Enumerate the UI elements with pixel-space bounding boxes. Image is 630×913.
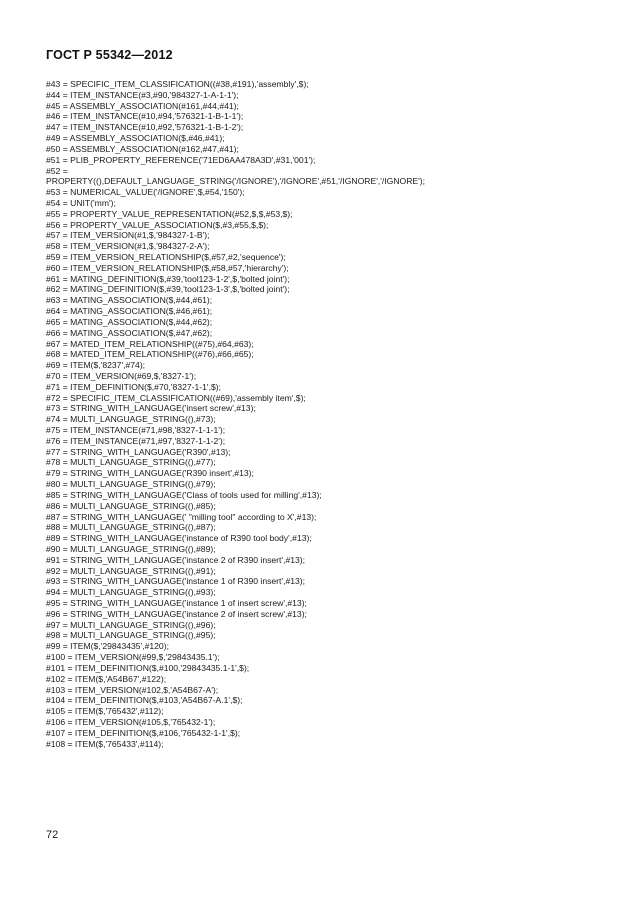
page-number: 72 [46,829,59,841]
code-line: #87 = STRING_WITH_LANGUAGE(' "milling tool" according to X',#13); [46,511,317,522]
code-line: #103 = ITEM_VERSION(#102,$,'A54B67-A'); [46,684,219,695]
code-line: #101 = ITEM_DEFINITION($,#100,'29843435.1-1',$); [46,662,250,673]
code-line: #76 = ITEM_INSTANCE(#71,#97,'8327-1-1-2'); [46,435,226,446]
code-line: #55 = PROPERTY_VALUE_REPRESENTATION(#52,$,$,#53,$); [46,208,293,219]
code-line: #69 = ITEM($,'8237',#74); [46,360,146,371]
code-line: #54 = UNIT('mm'); [46,197,116,208]
code-line: PROPERTY((),DEFAULT_LANGUAGE_STRING('/IGNORE'),'/IGNORE',#51,'/IGNORE','/IGNORE'); [46,176,426,187]
code-line: #64 = MATING_ASSOCIATION($,#46,#61); [46,306,213,317]
code-line: #74 = MULTI_LANGUAGE_STRING((),#73); [46,414,216,425]
code-line: #85 = STRING_WITH_LANGUAGE('Class of tools used for milling',#13); [46,489,322,500]
code-line: #51 = PLIB_PROPERTY_REFERENCE('71ED6AA478A3D',#31,'001'); [46,154,316,165]
code-line: #105 = ITEM($,'765432',#112); [46,706,164,717]
code-line: #43 = SPECIFIC_ITEM_CLASSIFICATION((#38,#191),'assembly',$); [46,79,309,89]
code-line: #58 = ITEM_VERSION(#1,$,'984327-2-A'); [46,241,210,252]
code-line: #89 = STRING_WITH_LANGUAGE('instance of R390 tool body',#13); [46,533,312,544]
code-line: #63 = MATING_ASSOCIATION($,#44,#61); [46,295,213,306]
code-line: #44 = ITEM_INSTANCE(#3,#90,'984327-1-A-1-1'); [46,89,239,100]
code-line: #108 = ITEM($,'765433',#114); [46,738,164,749]
code-line: #93 = STRING_WITH_LANGUAGE('instance 1 of R390 insert',#13); [46,576,306,587]
code-line: #91 = STRING_WITH_LANGUAGE('instance 2 of R390 insert',#13); [46,554,306,565]
code-line: #62 = MATING_DEFINITION($,#39,'tool123-1-3',$,'bolted joint'); [46,284,290,295]
code-line: #72 = SPECIFIC_ITEM_CLASSIFICATION((#69),'assembly item',$); [46,392,306,403]
code-line: #77 = STRING_WITH_LANGUAGE('R390',#13); [46,446,231,457]
code-line: #100 = ITEM_VERSION(#99,$,'29843435.1'); [46,652,220,663]
code-line: #107 = ITEM_DEFINITION($,#106,'765432-1-1',$); [46,727,241,738]
code-line: #49 = ASSEMBLY_ASSOCIATION($,#46,#41); [46,133,225,144]
code-line: #52 = [46,165,68,176]
code-line: #46 = ITEM_INSTANCE(#10,#94,'576321-1-B-1-1'); [46,111,244,122]
document-standard-header: ГОСТ Р 55342—2012 [46,48,173,62]
code-line: #90 = MULTI_LANGUAGE_STRING((),#89); [46,543,216,554]
code-line: #60 = ITEM_VERSION_RELATIONSHIP($,#58,#57,'hierarchy'); [46,262,289,273]
code-line: #70 = ITEM_VERSION(#69,$,'8327-1'); [46,370,197,381]
code-line: #57 = ITEM_VERSION(#1,$,'984327-1-B'); [46,230,210,241]
code-line: #61 = MATING_DEFINITION($,#39,'tool123-1-2',$,'bolted joint'); [46,273,290,284]
code-line: #79 = STRING_WITH_LANGUAGE('R390 insert',#13); [46,468,254,479]
code-line: #47 = ITEM_INSTANCE(#10,#92,'576321-1-B-1-2'); [46,122,244,133]
code-line: #65 = MATING_ASSOCIATION($,#44,#62); [46,316,213,327]
code-line: #67 = MATED_ITEM_RELATIONSHIP((#75),#64,#63); [46,338,254,349]
code-line: #106 = ITEM_VERSION(#105,$,'765432-1'); [46,716,216,727]
code-line: #104 = ITEM_DEFINITION($,#103,'A54B67-A.1',$); [46,695,243,706]
code-line: #97 = MULTI_LANGUAGE_STRING((),#96); [46,619,216,630]
code-line: #71 = ITEM_DEFINITION($,#70,'8327-1-1',$); [46,381,221,392]
code-line: #88 = MULTI_LANGUAGE_STRING((),#87); [46,522,216,533]
code-line: #66 = MATING_ASSOCIATION($,#47,#62); [46,327,213,338]
code-line: #86 = MULTI_LANGUAGE_STRING((),#85); [46,500,216,511]
code-line: #45 = ASSEMBLY_ASSOCIATION(#161,#44,#41); [46,100,239,111]
code-line: #98 = MULTI_LANGUAGE_STRING((),#95); [46,630,216,641]
code-line: #78 = MULTI_LANGUAGE_STRING((),#77); [46,457,216,468]
code-line: #75 = ITEM_INSTANCE(#71,#98,'8327-1-1-1'); [46,425,226,435]
code-line: #95 = STRING_WITH_LANGUAGE('instance 1 of insert screw',#13); [46,598,307,608]
code-line: #50 = ASSEMBLY_ASSOCIATION(#162,#47,#41); [46,143,239,154]
code-line: #53 = NUMERICAL_VALUE('/IGNORE',$,#54,'150'); [46,187,245,198]
code-line: #56 = PROPERTY_VALUE_ASSOCIATION($,#3,#55,$,$); [46,219,269,230]
code-line: #96 = STRING_WITH_LANGUAGE('instance 2 of insert screw',#13); [46,608,307,619]
code-line: #73 = STRING_WITH_LANGUAGE('insert screw',#13); [46,403,256,414]
code-line: #92 = MULTI_LANGUAGE_STRING((),#91); [46,565,216,576]
code-line: #80 = MULTI_LANGUAGE_STRING((),#79); [46,479,216,490]
step-code-listing [46,79,591,749]
code-line: #102 = ITEM($,'A54B67',#122); [46,673,167,684]
code-line: #94 = MULTI_LANGUAGE_STRING((),#93); [46,587,216,598]
code-line: #59 = ITEM_VERSION_RELATIONSHIP($,#57,#2,'sequence'); [46,252,286,262]
code-line: #99 = ITEM($,'29843435',#120); [46,641,169,652]
code-line: #68 = MATED_ITEM_RELATIONSHIP((#76),#66,#65); [46,349,254,360]
